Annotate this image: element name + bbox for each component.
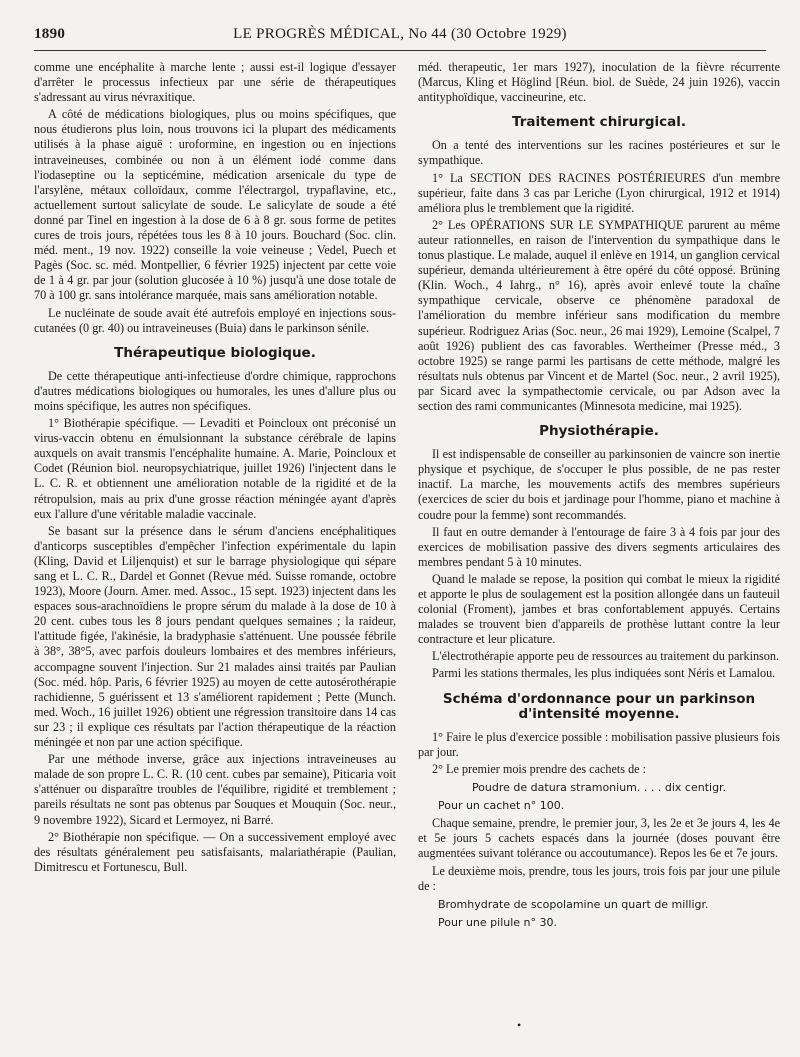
paragraph: Il est indispensable de conseiller au parkinsonien de vaincre son inertie physique et psychique, de s'occuper le plus possible, de ne pas rester inactif. La marche, les mouvements actifs des membres supérieurs (exercices de scier du bois et jardinage pour l'homme, piano et machine à coudre pour la femme) sont recommandés. <box>418 447 780 522</box>
prescription-line: Pour un cachet n° 100. <box>438 799 565 813</box>
prescription-line: Poudre de datura stramonium. . . . dix centigr. <box>471 781 727 795</box>
paragraph: comme une encéphalite à marche lente ; aussi est-il logique d'essayer d'arrêter le processus infectieux par une série de thérapeutiques s'adressant au virus névraxitique. <box>34 60 396 105</box>
paragraph: 2° Le premier mois prendre des cachets de : <box>432 761 647 776</box>
paragraph: Quand le malade se repose, la position qui combat le mieux la rigidité et apporte le plus de soulagement est la position allongée dans un fauteuil colonial (Froment), jambes et bras confortablement appuyés. Certains malades se trouvent bien d'appareils de prothèse luttant contre la leur contracture et leur plicature. <box>418 571 780 647</box>
paragraph: Parmi les stations thermales, les plus indiquées sont Néris et Lamalou. <box>432 666 776 681</box>
right-column <box>418 60 780 933</box>
section-heading-physiotherapy: Physiothérapie. <box>539 423 659 440</box>
paragraph: 1° La SECTION DES RACINES POSTÉRIEURES d'un membre supérieur, faite dans 3 cas par Leriche (Lyon chirurgical, 1912 et 1914) améliora plus le tremblement que la rigidité. <box>418 170 780 215</box>
paragraph: 1° Faire le plus d'exercice possible : mobilisation passive plusieurs fois par jour. <box>418 729 780 759</box>
paragraph: 1° Biothérapie spécifique. — Levaditi et Poincloux ont préconisé un virus-vaccin obtenu en émulsionnant la substance cérébrale de lapins auxquels on avait transmis l'encéphalite humaine. A. Marie, Poincloux et Codet (Réunion biol. neuropsychiatrique, juillet 1926) l'injectent dans le L. C. R. et obtiennent une amélioration notable de la rigidité et de la rétropulsion, mais au prix d'une grosse réaction méningée ayant d'après eux l'allure d'une véritable maladie vaccinale. <box>34 416 396 521</box>
prescription-line: Bromhydrate de scopolamine un quart de milligr. <box>438 897 709 911</box>
paragraph: Le deuxième mois, prendre, tous les jours, trois fois par jour une pilule de : <box>418 863 780 893</box>
header-rule <box>34 50 766 51</box>
section-heading-surgical-treatment: Traitement chirurgical. <box>511 114 687 131</box>
page-header <box>34 22 766 46</box>
paragraph: méd. therapeutic, 1er mars 1927), inoculation de la fièvre récurrente (Marcus, Kling et Höglind [Réun. biol. de Suède, 24 juin 1926), vaccin antityphoïdique, vaccineurine, etc. <box>418 60 780 105</box>
left-column <box>34 60 396 877</box>
paragraph: Se basant sur la présence dans le sérum d'anciens encéphalitiques d'anticorps susceptibles d'empêcher l'infection expérimentale du lapin (Kling, David et Liljenquist) et sur le barrage physiologique qui sépare sang et L. C. R., Dardel et Gonnet (Revue méd. Suisse romande, octobre 1923), Moore (Journ. Amer. med. Assoc., 15 sept. 1923) injectent dans les espaces sous-arachnoïdiens le propre sérum du malade à la dose de 10 à 20 cent. cubes tous les 8 jours pendant quelques semaines ; la raideur, l'attitude figée, l'akinésie, la bradyphasie s'atténuent. Une poussée fébrile à 38°, 38°5, avec parfois douleurs lombaires et des membres inférieurs, accompagne souvent l'injection. Sur 21 malades ainsi traités par Paulian (Soc. méd. hôp. Paris, 6 février 1925) au moyen de cette autosérothérapie rachidienne, 5 guérissent et 13 s'améliorent rapidement ; Pette (Munch. med. Woch., 16 juillet 1926) obtient une régression transitoire dans 14 cas sur 23 ; il explique ces résultats par l'action thérapeutique de la réaction méningée et non par une action spécifique. <box>34 523 396 750</box>
paragraph: Le nucléinate de soude avait été autrefois employé en injections sous-cutanées (0 gr. 40) ou intraveineuses (Buia) dans le parkinson sénile. <box>34 305 396 335</box>
running-title: LE PROGRÈS MÉDICAL, No 44 (30 Octobre 1929) <box>233 26 567 42</box>
paragraph: Il faut en outre demander à l'entourage de faire 3 à 4 fois par jour des exercices de mobilisation passive des divers segments articulaires des membres pendant 5 à 10 minutes. <box>418 524 780 569</box>
paragraph: A côté de médications biologiques, plus ou moins spécifiques, que nous étudierons plus loin, nous trouvons ici la plupart des médicaments utilisés à la phase aiguë : uroformine, en ingestion ou en injections intraveineuses, combinée ou non à un élément iodé comme dans l'iodaseptine ou la septicémine, médication arsenicale du type de l'arsylène, métaux colloïdaux, comme l'électrargol, trypaflavine, etc., actuellement surtout salicylate de soude. Le salicylate de soude a été donné par Tinel en ingestion à la dose de 6 à 8 gr. sous forme de petites cures de trois jours, répétées tous les 8 à 10 jours. Bouchard (Soc. clin. méd. ment., 19 nov. 1922) conseille la voie veineuse ; Vedel, Puech et Pagès (Soc. sc. méd. Montpellier, 6 février 1925) injectent par cette voie de 1 à 4 gr. par jour (solution glucosée à 10 %) jusqu'à une dose totale de 70 à 100 gr. sans intolérance marquée, mais sans amélioration notable. <box>34 107 396 303</box>
paragraph: 2° Biothérapie non spécifique. — On a successivement employé avec des résultats généralement peu satisfaisants, malariathérapie (Paulian, Dimitrescu et Fortunescu, Bull. <box>34 829 396 874</box>
paragraph: L'électrothérapie apporte peu de ressources au traitement du parkinson. <box>432 649 780 664</box>
prescription-line: Pour une pilule n° 30. <box>438 915 558 929</box>
footer-mark: • <box>517 1018 522 1032</box>
paragraph: Chaque semaine, prendre, le premier jour, 3, les 2e et 3e jours 4, les 4e et 5e jours 5 cachets espacés dans la journée (doses pouvant être augmentées suivant tolérance ou accoutumance). Repos les 6e et 7e jours. <box>418 816 780 861</box>
paragraph: 2° Les OPÉRATIONS SUR LE SYMPATHIQUE parurent au même auteur rationnelles, en raison de l'intervention du sympathique dans le tonus plastique. Le malade, auquel il enlève en 1914, un ganglion cervical supérieur, demanda ultérieurement à être opéré du côté opposé. Brüning (Klin. Woch., 4 Iahrg., n° 16), après avoir enlevé toute la chaîne sympathique cervicale, observe ce phénomène paradoxal de l'amélioration du membre inférieur sans modification du membre supérieur. Rodriguez Arias (Soc. neur., 26 mai 1929), Lemoine (Scalpel, 7 août 1926) publient des cas favorables. Wertheimer (Presse méd., 3 octobre 1925) se range parmi les partisans de cette méthode, malgré les résultats nuls obtenus par Vincent et de Martel (Soc. neur., 2 avril 1925), par Sicard avec la sympathectomie cervicale, ou par Adson avec la section des rami communicantes (Minnesota medicine, mai 1925). <box>418 217 780 413</box>
page-number: 1890 <box>34 26 66 42</box>
paragraph: Par une méthode inverse, grâce aux injections intraveineuses au malade de son propre L. C. R. (10 cent. cubes par semaine), Piticaria voit s'atténuer ou disparaître troubles de l'équilibre, rigidité et tremblement ; pareils résultats ne sont pas obtenus par Souques et Mouquin (Soc. neur., 9 novembre 1922), Sicard et Lermoyez, ni Barré. <box>34 752 396 827</box>
section-heading-biological-therapy: Thérapeutique biologique. <box>114 344 316 361</box>
paragraph: De cette thérapeutique anti-infectieuse d'ordre chimique, rapprochons d'autres médications biologiques ou humorales, les unes d'allure plus ou moins spécifique, les autres non spécifiques. <box>34 368 396 413</box>
paragraph: On a tenté des interventions sur les racines postérieures et sur le sympathique. <box>418 138 780 168</box>
section-heading-prescription: Schéma d'ordonnance pour un parkinson d'intensité moyenne. <box>442 690 756 722</box>
